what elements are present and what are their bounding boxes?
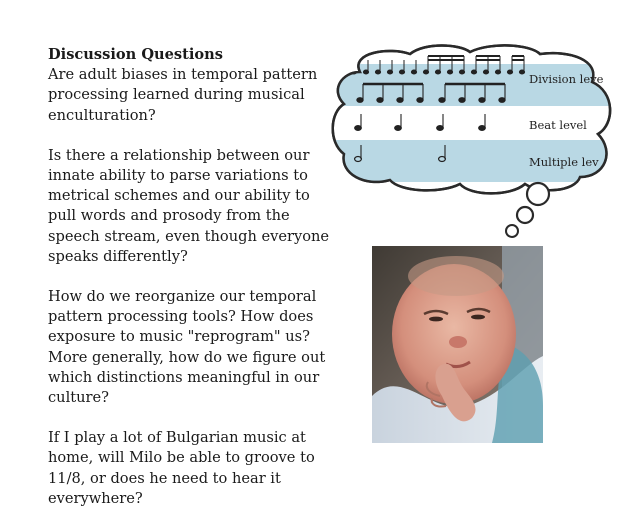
division-level-label: Division leve — [529, 72, 604, 86]
thought-dot-medium — [517, 207, 533, 223]
baby-photo — [372, 246, 543, 443]
thought-dot-small — [506, 225, 518, 237]
beat-level-label: Beat level — [529, 118, 587, 132]
discussion-title: Discussion Questions — [48, 46, 223, 63]
question-3: How do we reorganize our temporal pattern processing tools? How does exposure to music "reprogram" us? More generally, how do we figure out which distinctions meaningful in our culture? — [48, 288, 326, 407]
multiple-level-label: Multiple lev — [529, 155, 599, 169]
baby-photo-image — [372, 246, 543, 443]
thought-bubble — [330, 42, 620, 247]
thought-dot-large — [527, 183, 549, 205]
question-4: If I play a lot of Bulgarian music at home, will Milo be able to groove to 11/8, or does he need to hear it everywhere? — [48, 429, 315, 507]
question-2: Is there a relationship between our innate ability to parse variations to metrical schemes and our ability to pull words and prosody from the speech stream, even though everyone speaks differently? — [48, 146, 330, 265]
question-1: Are adult biases in temporal pattern processing learned during musical enculturation? — [48, 66, 318, 124]
discussion-text — [48, 45, 333, 529]
